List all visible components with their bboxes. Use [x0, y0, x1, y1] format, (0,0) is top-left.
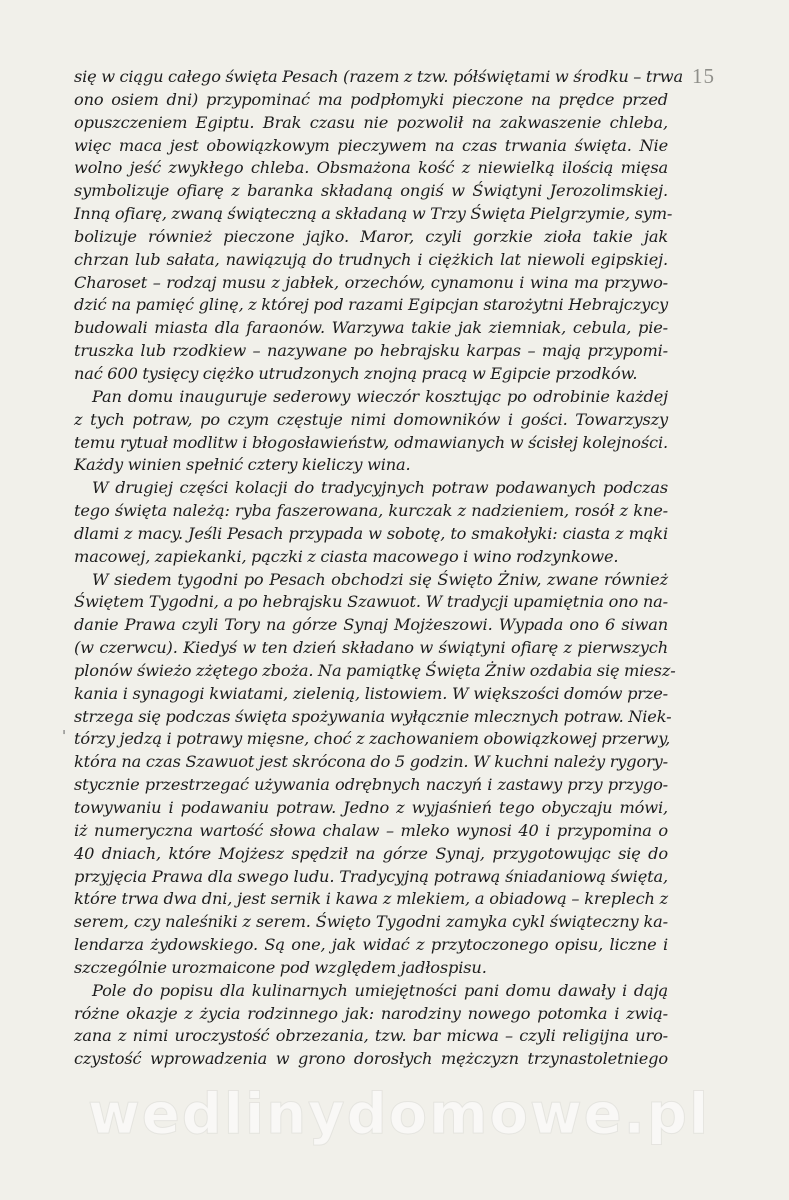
text-line: czystość wprowadzenia w grono dorosłych mężczyzn trzynastoletniego [74, 1049, 668, 1069]
text-line: Świętem Tygodni, a po hebrajsku Szawuot. W tradycji upamiętnia ono na- [74, 592, 668, 612]
text-line: kania i synagogi kwiatami, zielenią, listowiem. W większości domów prze- [74, 683, 668, 703]
text-line: temu rytuał modlitw i błogosławieństw, odmawianych w ścisłej kolejności. [74, 432, 668, 452]
text-line: W drugiej części kolacji do tradycyjnych potraw podawanych podczas [92, 478, 668, 498]
text-line: wolno jeść zwykłego chleba. Obsmażona kość z niewielką ilością mięsa [74, 158, 668, 178]
text-line: z tych potraw, po czym częstuje nimi domowników i gości. Towarzyszy [74, 409, 668, 429]
text-line: strzega się podczas święta spożywania wyłącznie mlecznych potraw. Niek- [74, 706, 672, 726]
text-line: symbolizuje ofiarę z baranka składaną ongiś w Świątyni Jerozolimskiej. [74, 181, 668, 201]
text-line: chrzan lub sałata, nawiązują do trudnych i ciężkich lat niewoli egipskiej. [74, 249, 668, 269]
text-line: towywaniu i podawaniu potraw. Jedno z wyjaśnień tego obyczaju mówi, [74, 798, 668, 817]
margin-mark: ' [62, 727, 67, 745]
text-line: plonów świeżo zżętego zboża. Na pamiątkę Święta Żniw ozdabia się miesz- [74, 660, 676, 680]
text-line: Pan domu inauguruje sederowy wieczór kosztując po odrobinie każdej [92, 386, 668, 406]
text-line: tórzy jedzą i potrawy mięsne, choć z zachowaniem obowiązkowej przerwy, [74, 729, 671, 749]
text-line: tego święta należą: ryba faszerowana, kurczak z nadzieniem, rosół z kne- [74, 501, 668, 521]
text-line: więc maca jest obowiązkowym pieczywem na czas trwania święta. Nie [74, 135, 668, 155]
text-line: Każdy winien spełnić cztery kieliczy wina. [74, 455, 411, 475]
text-line: różne okazje z życia rodzinnego jak: narodziny nowego potomka i zwią- [74, 1003, 668, 1023]
text-line: które trwa dwa dni, jest sernik i kawa z mlekiem, a obiadową – kreplech z [74, 889, 668, 909]
text-line: (w czerwcu). Kiedyś w ten dzień składano w świątyni ofiarę z pierwszych [74, 638, 668, 658]
text-line: stycznie przestrzegać używania odrębnych naczyń i zastawy przy przygo- [74, 775, 668, 795]
text-line: ono osiem dni) przypominać ma podpłomyki pieczone na prędce przed [74, 89, 668, 109]
text-line: macowej, zapiekanki, pączki z ciasta macowego i wino rodzynkowe. [74, 546, 619, 566]
text-line: opuszczeniem Egiptu. Brak czasu nie pozwolił na zakwaszenie chleba, [74, 112, 668, 132]
text-line: która na czas Szawuot jest skrócona do 5 godzin. W kuchni należy rygory- [74, 752, 668, 772]
text-line: danie Prawa czyli Tory na górze Synaj Mojżeszowi. Wypada ono 6 siwan [74, 615, 668, 635]
text-line: Pole do popisu dla kulinarnych umiejętności pani domu dawały i dają [92, 980, 668, 1000]
body-text [74, 66, 683, 1071]
text-line: szczególnie urozmaicone pod względem jadłospisu. [74, 957, 487, 977]
text-line: serem, czy naleśniki z serem. Święto Tygodni zamyka cykl świąteczny ka- [74, 912, 668, 932]
text-line: dlami z macy. Jeśli Pesach przypada w sobotę, to smakołyki: ciasta z mąki [74, 523, 668, 543]
text-line: nać 600 tysięcy ciężko utrudzonych znojną pracą w Egipcie przodków. [74, 363, 638, 383]
text-line: dzić na pamięć glinę, z której pod razami Egipcjan starożytni Hebrajczycy [74, 295, 668, 315]
text-line: Inną ofiarę, zwaną świąteczną a składaną w Trzy Święta Pielgrzymie, sym- [74, 204, 673, 224]
text-line: lendarza żydowskiego. Są one, jak widać z przytoczonego opisu, liczne i [74, 935, 668, 955]
page-number: 15 [692, 64, 715, 88]
text-line: iż numeryczna wartość słowa chalaw – mleko wynosi 40 i przypomina o [74, 820, 668, 840]
watermark: wedlinydomowe.pl [88, 1082, 711, 1147]
text-line: przyjęcia Prawa dla swego ludu. Tradycyjną potrawą śniadaniową święta, [74, 866, 668, 886]
text-line: bolizuje również pieczone jajko. Maror, czyli gorzkie zioła takie jak [74, 226, 668, 246]
text-line: zana z nimi uroczystość obrzezania, tzw. bar micwa – czyli religijna uro- [74, 1026, 668, 1046]
text-line: truszka lub rzodkiew – nazywane po hebrajsku karpas – mają przypomi- [74, 341, 668, 361]
text-line: W siedem tygodni po Pesach obchodzi się Święto Żniw, zwane również [92, 569, 668, 589]
text-line: się w ciągu całego święta Pesach (razem z tzw. półświętami w środku – trwa [74, 67, 683, 86]
text-line: Charoset – rodzaj musu z jabłek, orzechów, cynamonu i wina ma przywo- [74, 272, 668, 292]
text-line: 40 dniach, które Mojżesz spędził na górze Synaj, przygotowując się do [74, 843, 668, 863]
text-line: budowali miasta dla faraonów. Warzywa takie jak ziemniak, cebula, pie- [74, 318, 668, 338]
